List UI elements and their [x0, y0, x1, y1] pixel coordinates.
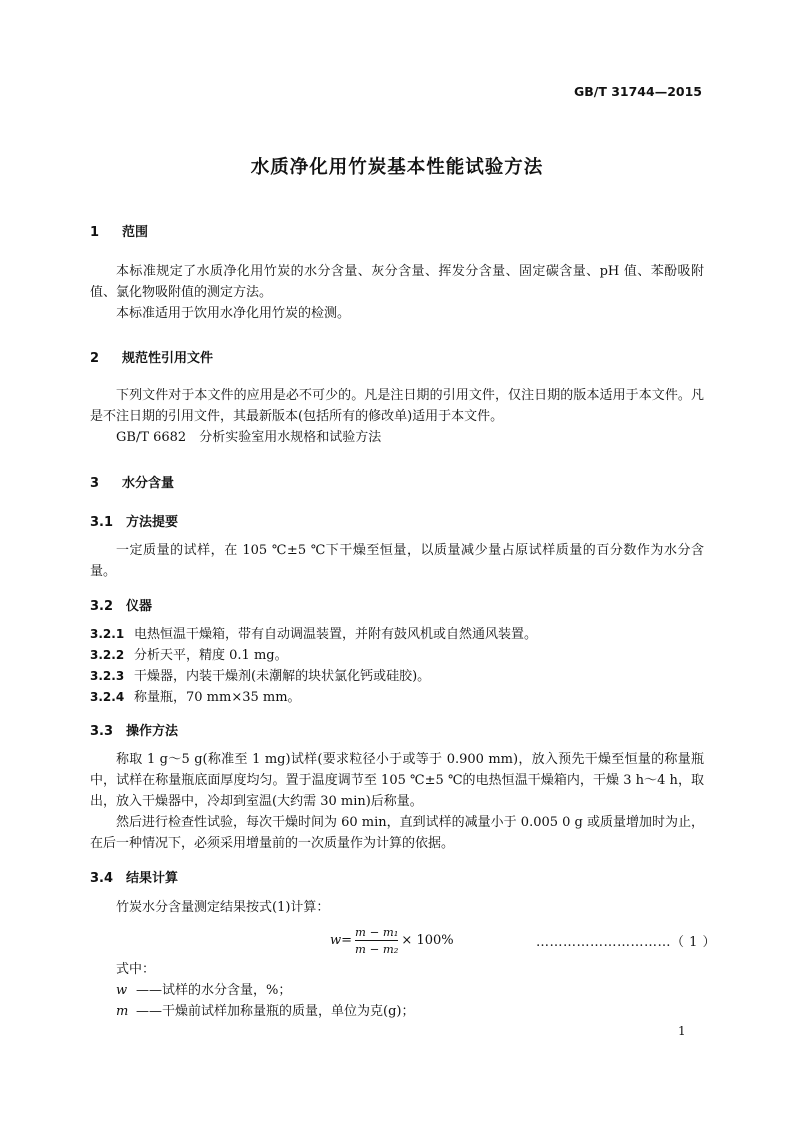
section-number: 2 — [90, 351, 100, 366]
section-number: 3.1 — [90, 515, 114, 530]
where-label: 式中： — [116, 962, 156, 977]
formula-lhs: w — [330, 932, 342, 948]
scope-paragraph-1: 本标准规定了水质净化用竹炭的水分含量、灰分含量、挥发分含量、固定碳含量、pH 值、苯酚吸附值、氯化物吸附值的测定方法。 — [90, 264, 704, 300]
section-number: 3.3 — [90, 724, 114, 739]
section-3-3-heading — [90, 720, 178, 739]
section-3-1-heading — [90, 511, 178, 530]
item-text: 分析天平，精度 0.1 mg。 — [134, 648, 288, 663]
scope-paragraph-2: 本标准适用于饮用水净化用竹炭的检测。 — [116, 306, 351, 321]
section-title: 结果计算 — [126, 871, 179, 886]
page-number: 1 — [678, 1024, 686, 1038]
list-item — [90, 645, 288, 666]
formula-denominator: m − m₂ — [355, 941, 399, 956]
section-3-heading — [90, 472, 174, 491]
item-text: 干燥器，内装干燥剂(未潮解的块状氯化钙或硅胶)。 — [134, 669, 431, 684]
section-1-heading — [90, 221, 148, 240]
section-number: 3 — [90, 476, 100, 491]
reference-item: GB/T 6682 分析实验室用水规格和试验方法 — [116, 430, 382, 445]
section-title: 范围 — [122, 225, 149, 240]
calculation-intro: 竹炭水分含量测定结果按式(1)计算： — [116, 900, 330, 915]
legend-text: ——干燥前试样加称量瓶的质量，单位为克(g)； — [136, 1004, 415, 1019]
legend-symbol: m — [116, 1004, 129, 1019]
list-item — [90, 666, 430, 687]
legend-item — [116, 980, 291, 1001]
formula-1 — [330, 924, 454, 956]
legend-symbol: w — [116, 983, 128, 998]
section-title: 规范性引用文件 — [122, 351, 214, 366]
item-number: 3.2.2 — [90, 648, 125, 662]
item-number: 3.2.3 — [90, 669, 125, 683]
section-title: 方法提要 — [126, 515, 179, 530]
section-2-heading — [90, 347, 213, 366]
document-title: 水质净化用竹炭基本性能试验方法 — [250, 157, 544, 178]
method-summary-paragraph: 一定质量的试样，在 105 ℃±5 ℃下干燥至恒量，以质量减少量占原试样质量的百分数作为水分含量。 — [90, 543, 704, 579]
section-3-2-heading — [90, 595, 152, 614]
refs-paragraph: 下列文件对于本文件的应用是必不可少的。凡是注日期的引用文件，仅注日期的版本适用于本文件。凡是不注日期的引用文件，其最新版本(包括所有的修改单)适用于本文件。 — [90, 388, 704, 424]
equation-number: …………………………（ 1 ） — [536, 935, 717, 950]
item-number: 3.2.4 — [90, 690, 125, 704]
section-number: 3.2 — [90, 599, 114, 614]
section-title: 操作方法 — [126, 724, 179, 739]
list-item — [90, 687, 301, 708]
procedure-paragraph-1: 称取 1 g～5 g(称准至 1 mg)试样(要求粒径小于或等于 0.900 mm)，放入预先干燥至恒量的称量瓶中，试样在称量瓶底面厚度均匀。置于温度调节至 105 ℃±5 ℃的电热恒温干燥箱内，干燥 3 h～4 h，取出，放入干燥器中，冷却到室温(大约需 30 min)后称量。 — [90, 752, 704, 809]
section-number: 3.4 — [90, 871, 114, 886]
formula-numerator: m − m₁ — [355, 924, 399, 939]
section-title: 仪器 — [126, 599, 153, 614]
list-item — [90, 624, 537, 645]
formula-fraction — [355, 925, 398, 956]
item-text: 称量瓶，70 mm×35 mm。 — [134, 690, 301, 705]
legend-item — [116, 1001, 414, 1022]
formula-equals: = — [341, 932, 353, 948]
formula-multiplier: × 100% — [401, 932, 454, 948]
section-title: 水分含量 — [122, 476, 175, 491]
procedure-paragraph-2: 然后进行检查性试验，每次干燥时间为 60 min，直到试样的减量小于 0.005 0 g 或质量增加时为止，在后一种情况下，必须采用增量前的一次质量作为计算的依据。 — [90, 815, 705, 851]
item-number: 3.2.1 — [90, 627, 125, 641]
section-number: 1 — [90, 225, 100, 240]
legend-text: ——试样的水分含量，%； — [136, 983, 292, 998]
standard-code: GB/T 31744—2015 — [573, 84, 702, 99]
section-3-4-heading — [90, 867, 178, 886]
fraction-bar — [355, 940, 398, 941]
item-text: 电热恒温干燥箱，带有自动调温装置，并附有鼓风机或自然通风装置。 — [134, 627, 538, 642]
